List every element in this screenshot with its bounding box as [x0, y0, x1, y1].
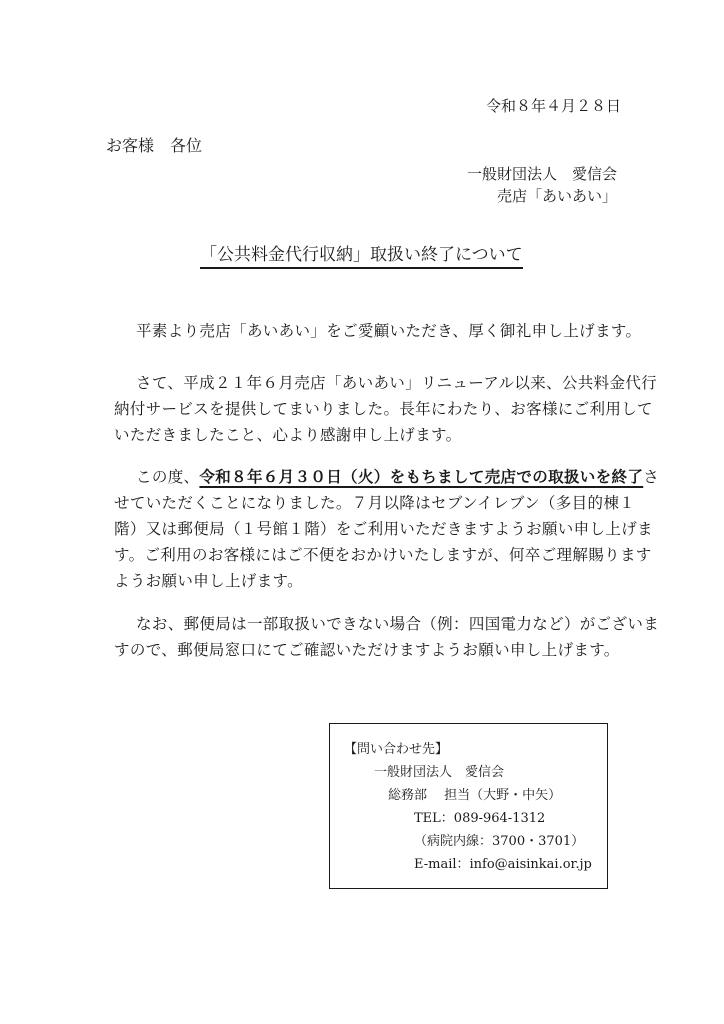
contact-organization: 一般財団法人 愛信会	[374, 765, 505, 780]
paragraph-line: す。ご利用のお客様にはご不便をおかけいたしますが、何卒ご理解賜ります	[114, 546, 652, 564]
paragraph-line: さて、平成２１年６月売店「あいあい」リニューアル以来、公共料金代行	[136, 374, 658, 392]
contact-box	[329, 723, 608, 889]
paragraph-line: 階）又は郵便局（１号館１階）をご利用いただきますようお願い申し上げま	[114, 520, 653, 538]
contact-email: E-mail：info@aisinkai.or.jp	[414, 857, 592, 872]
paragraph-line: いただきましたこと、心より感謝申し上げます。	[114, 426, 462, 444]
tail-text: さ	[643, 468, 660, 486]
termination-date-emphasis: 令和８年６月３０日（火）をもちまして売店での取扱いを終了	[199, 467, 644, 486]
paragraph-line	[136, 465, 659, 487]
paragraph-line: すので、郵便局窓口にてご確認いただけますようお願い申し上げます。	[114, 641, 620, 659]
paragraph-line: 納付サービスを提供してまいりました。長年にわたり、お客様にご利用して	[114, 400, 653, 418]
paragraph-line: せていただくことになりました。７月以降はセブンイレブン（多目的棟１	[114, 494, 636, 512]
paragraph-line: なお、郵便局は一部取扱いできない場合（例：四国電力など）がございま	[136, 615, 660, 633]
sender-store: 売店「あいあい」	[496, 187, 617, 205]
paragraph-line: ようお願い申し上げます。	[114, 572, 303, 590]
contact-tel: TEL：089-964-1312	[414, 811, 546, 826]
sender-organization: 一般財団法人 愛信会	[466, 165, 617, 183]
document-title: 「公共料金代行収納」取扱い終了について	[200, 240, 523, 269]
lead-text: この度、	[136, 468, 200, 486]
contact-department: 総務部 担当（大野・中矢）	[388, 788, 562, 803]
addressee: お客様 各位	[106, 136, 203, 155]
document-date: 令和８年４月２８日	[485, 97, 621, 115]
contact-extension: （病院内線：3700・3701）	[414, 834, 585, 849]
contact-heading: 【問い合わせ先】	[344, 742, 449, 757]
greeting-paragraph: 平素より売店「あいあい」をご愛顧いただき、厚く御礼申し上げます。	[136, 322, 642, 340]
